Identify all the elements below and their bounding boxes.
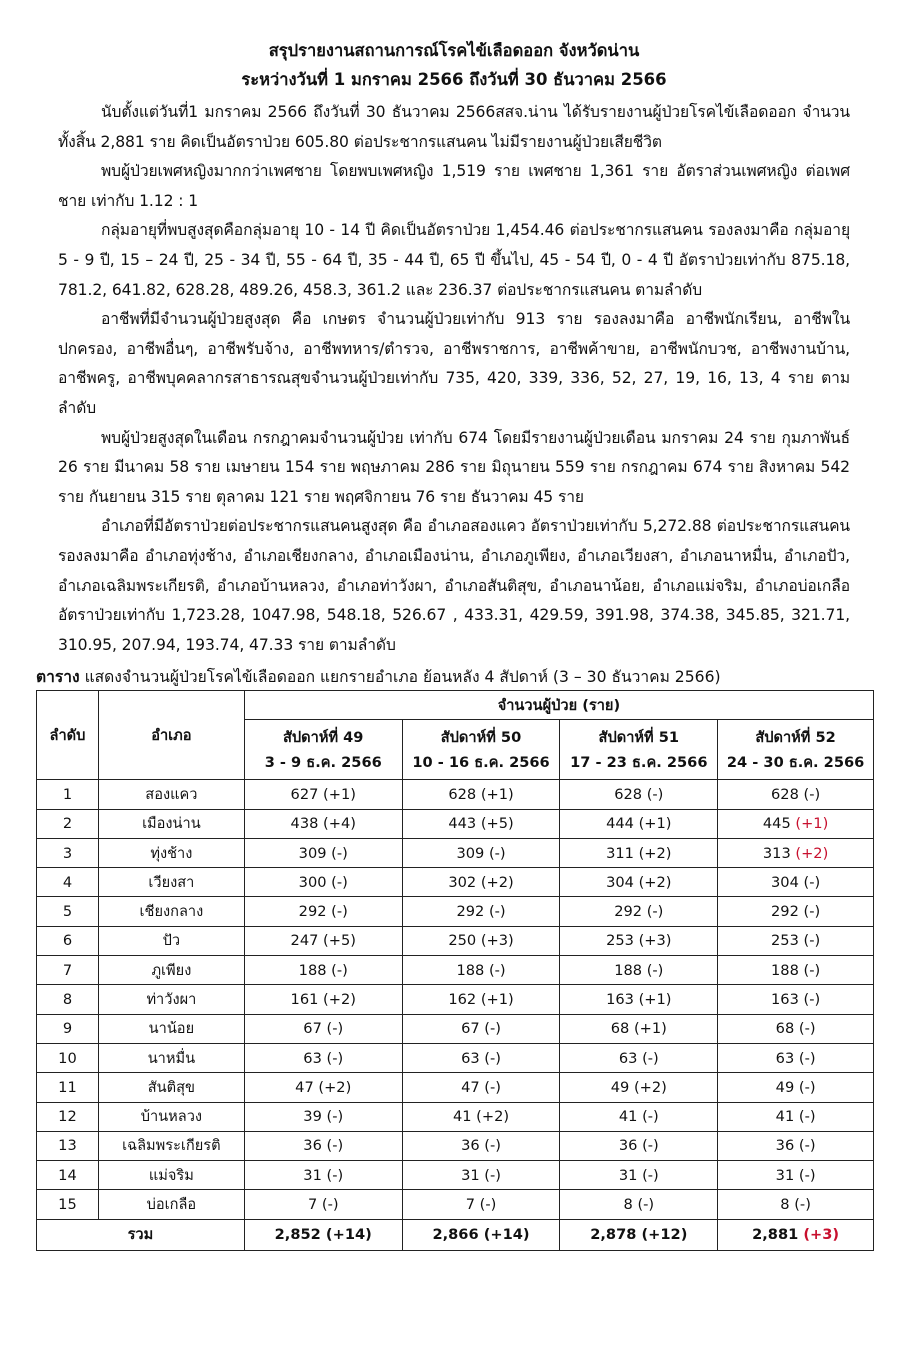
week-count-cell bbox=[244, 1043, 402, 1072]
week-count-cell bbox=[560, 780, 718, 809]
total-count-cell bbox=[718, 1219, 874, 1250]
case-change: (-) bbox=[642, 1137, 659, 1155]
row-number: 12 bbox=[37, 1102, 99, 1131]
row-number: 2 bbox=[37, 809, 99, 838]
case-change: (-) bbox=[642, 1166, 659, 1184]
case-change: (+1) bbox=[480, 785, 514, 803]
week-count-cell bbox=[402, 956, 560, 985]
row-number: 7 bbox=[37, 956, 99, 985]
table-row bbox=[37, 1043, 874, 1072]
table-caption-label: ตาราง bbox=[36, 668, 80, 687]
paragraph-occupation bbox=[58, 305, 850, 423]
week-count-cell bbox=[244, 809, 402, 838]
week-count-cell bbox=[244, 1073, 402, 1102]
district-name: ทุ่งช้าง bbox=[98, 838, 244, 867]
table-row bbox=[37, 985, 874, 1014]
case-count: 67 bbox=[461, 1020, 480, 1038]
case-count: 304 bbox=[606, 873, 634, 891]
table-row bbox=[37, 1014, 874, 1043]
title-line-1: สรุปรายงานสถานการณ์โรคไข้เลือดออก จังหวัดน่าน bbox=[268, 41, 640, 60]
district-name: บ้านหลวง bbox=[98, 1102, 244, 1131]
case-change: (-) bbox=[479, 1196, 497, 1214]
case-change: (-) bbox=[326, 1108, 344, 1126]
week-count-cell bbox=[244, 868, 402, 897]
case-change: (-) bbox=[798, 1078, 816, 1096]
row-number: 1 bbox=[37, 780, 99, 809]
week-count-cell bbox=[718, 780, 874, 809]
case-change: (+3) bbox=[638, 932, 672, 950]
week-count-cell bbox=[560, 1043, 718, 1072]
week-count-cell bbox=[718, 868, 874, 897]
case-change: (+2) bbox=[480, 873, 514, 891]
case-change: (+2) bbox=[638, 844, 672, 862]
case-change: (+1) bbox=[633, 1020, 667, 1038]
week-count-cell bbox=[244, 926, 402, 955]
case-change: (-) bbox=[331, 873, 348, 891]
row-number: 5 bbox=[37, 897, 99, 926]
case-count: 49 bbox=[610, 1078, 630, 1096]
case-change: (-) bbox=[803, 961, 821, 979]
case-count: 63 bbox=[461, 1049, 480, 1067]
district-name: นาหมื่น bbox=[98, 1043, 244, 1072]
total-label: รวม bbox=[37, 1219, 245, 1250]
table-row bbox=[37, 1190, 874, 1219]
case-count: 36 bbox=[618, 1137, 638, 1155]
case-count: 163 bbox=[606, 991, 634, 1008]
week-count-cell bbox=[244, 1014, 402, 1043]
table-body bbox=[37, 780, 874, 1250]
district-name: เฉลิมพระเกียรติ bbox=[98, 1131, 244, 1160]
case-count: 188 bbox=[456, 961, 485, 979]
case-change: (-) bbox=[803, 991, 821, 1008]
table-row bbox=[37, 926, 874, 955]
case-count: 188 bbox=[614, 961, 643, 979]
table-total-row bbox=[37, 1219, 874, 1250]
week-label: สัปดาห์ที่ 52 bbox=[755, 728, 836, 746]
district-name: เวียงสา bbox=[98, 868, 244, 897]
total-change: (+3) bbox=[803, 1226, 840, 1244]
case-change: (+2) bbox=[323, 991, 356, 1008]
week-count-cell bbox=[402, 1190, 560, 1219]
total-count-cell bbox=[402, 1219, 560, 1250]
case-count: 627 bbox=[290, 785, 319, 803]
case-change: (-) bbox=[798, 1108, 816, 1126]
report-title bbox=[58, 36, 850, 94]
week-count-cell bbox=[560, 985, 718, 1014]
paragraph-gender bbox=[58, 157, 850, 216]
case-count: 188 bbox=[298, 961, 327, 979]
week-count-cell bbox=[718, 956, 874, 985]
paragraph-text: พบผู้ป่วยเพศหญิงมากกว่าเพศชาย โดยพบเพศหญิง 1,519 ราย เพศชาย 1,361 ราย อัตราส่วนเพศหญิง ต่อเพศชาย เท่ากับ 1.12 : 1 bbox=[58, 162, 850, 210]
case-count: 300 bbox=[298, 873, 327, 891]
table-row bbox=[37, 1161, 874, 1190]
case-change: (+2) bbox=[633, 1078, 667, 1096]
case-change: (-) bbox=[642, 1108, 659, 1126]
row-number: 6 bbox=[37, 926, 99, 955]
title-line-2: ระหว่างวันที่ 1 มกราคม 2566 ถึงวันที่ 30 ธันวาคม 2566 bbox=[241, 70, 667, 89]
week-dates: 24 - 30 ธ.ค. 2566 bbox=[726, 753, 865, 771]
week-count-cell bbox=[244, 985, 402, 1014]
paragraph-district bbox=[58, 512, 850, 660]
case-change: (+3) bbox=[480, 932, 514, 950]
case-change: (-) bbox=[646, 961, 664, 979]
week-count-cell bbox=[244, 956, 402, 985]
case-change: (-) bbox=[484, 1020, 501, 1038]
paragraph-text: อำเภอที่มีอัตราป่วยต่อประชากรแสนคนสูงสุด คือ อำเภอสองแคว อัตราป่วยเท่ากับ 5,272.88 ต่อประชากรแสนคน รองลงมาคือ อำเภอทุ่งช้าง, อำเภอเชียงกลาง, อำเภอเมืองน่าน, อำเภอภูเพียง, อำเภอเวียงสา, อำเภอนาหมื่น, อำเภอปัว, อำเภอเฉลิมพระเกียรติ, อำเภอบ้านหลวง, อำเภอท่าวังผา, อำเภอสันติสุข, อำเภอนาน้อย, อำเภอแม่จริม, อำเภอบ่อเกลือ อัตราป่วยเท่ากับ 1,723.28, 1047.98, 548.18, 526.67 , 433.31, 429.59, 391.98, 374.38, 345.85, 321.71, 310.95, 207.94, 193.74, 47.33 ราย ตามลำดับ bbox=[58, 517, 850, 654]
row-number: 3 bbox=[37, 838, 99, 867]
case-change: (-) bbox=[484, 1049, 501, 1067]
week-count-cell bbox=[244, 897, 402, 926]
case-count: 68 bbox=[610, 1020, 630, 1038]
table-row bbox=[37, 780, 874, 809]
case-count: 292 bbox=[614, 903, 643, 921]
total-count: 2,852 bbox=[274, 1226, 321, 1244]
week-count-cell bbox=[402, 838, 560, 867]
case-change: (-) bbox=[803, 785, 821, 803]
case-change: (-) bbox=[331, 903, 348, 921]
table-row bbox=[37, 1073, 874, 1102]
week-count-cell bbox=[402, 1102, 560, 1131]
week-dates: 10 - 16 ธ.ค. 2566 bbox=[412, 753, 550, 771]
case-count: 628 bbox=[771, 785, 799, 803]
header-patient-count: จำนวนผู้ป่วย (ราย) bbox=[244, 691, 873, 720]
district-name: เมืองน่าน bbox=[98, 809, 244, 838]
case-change: (-) bbox=[488, 903, 506, 921]
case-count: 63 bbox=[775, 1049, 795, 1067]
table-row bbox=[37, 956, 874, 985]
case-count: 309 bbox=[456, 844, 485, 862]
row-number: 9 bbox=[37, 1014, 99, 1043]
case-count: 39 bbox=[303, 1108, 322, 1126]
week-count-cell bbox=[402, 897, 560, 926]
case-count: 188 bbox=[771, 961, 799, 979]
case-change: (+1) bbox=[638, 815, 672, 833]
case-change: (-) bbox=[642, 1049, 659, 1067]
case-change: (-) bbox=[646, 785, 664, 803]
paragraph-text: พบผู้ป่วยสูงสุดในเดือน กรกฎาคมจำนวนผู้ป่วย เท่ากับ 674 โดยมีรายงานผู้ป่วยเดือน มกราคม 24 ราย กุมภาพันธ์ 26 ราย มีนาคม 58 ราย เมษายน 154 ราย พฤษภาคม 286 ราย มิถุนายน 559 ราย กรกฎาคม 674 ราย สิงหาคม 542 ราย กันยายน 315 ราย ตุลาคม 121 ราย พฤศจิกายน 76 ราย ธันวาคม 45 ราย bbox=[58, 428, 850, 506]
week-count-cell bbox=[560, 868, 718, 897]
case-change: (-) bbox=[326, 1166, 344, 1184]
week-count-cell bbox=[718, 985, 874, 1014]
week-count-cell bbox=[718, 1131, 874, 1160]
paragraph-text: กลุ่มอายุที่พบสูงสุดคือกลุ่มอายุ 10 - 14 ปี คิดเป็นอัตราป่วย 1,454.46 ต่อประชากรแสนคน รองลงมาคือ กลุ่มอายุ 5 - 9 ปี, 15 – 24 ปี, 25 - 34 ปี, 55 - 64 ปี, 35 - 44 ปี, 65 ปี ขึ้นไป, 45 - 54 ปี, 0 - 4 ปี อัตราป่วยเท่ากับ 875.18, 781.2, 641.82, 628.28, 489.26, 458.3, 361.2 และ 236.37 ต่อประชากรแสนคน ตามลำดับ bbox=[58, 221, 850, 299]
row-number: 15 bbox=[37, 1190, 99, 1219]
total-change: (+14) bbox=[325, 1226, 372, 1244]
week-count-cell bbox=[718, 1043, 874, 1072]
case-count: 7 bbox=[307, 1196, 318, 1214]
case-count: 292 bbox=[298, 903, 327, 921]
week-count-cell bbox=[718, 897, 874, 926]
week-count-cell bbox=[560, 1102, 718, 1131]
week-count-cell bbox=[402, 868, 560, 897]
case-count: 313 bbox=[762, 844, 791, 862]
week-count-cell bbox=[244, 1131, 402, 1160]
week-count-cell bbox=[560, 926, 718, 955]
case-change: (+4) bbox=[323, 815, 356, 833]
case-change: (-) bbox=[798, 1049, 816, 1067]
case-count: 8 bbox=[623, 1196, 633, 1214]
paragraph-age bbox=[58, 216, 850, 305]
week-count-cell bbox=[560, 1161, 718, 1190]
week-count-cell bbox=[402, 809, 560, 838]
district-name: ท่าวังผา bbox=[98, 985, 244, 1014]
case-change: (-) bbox=[321, 1196, 339, 1214]
header-week bbox=[244, 720, 402, 780]
total-count-cell bbox=[244, 1219, 402, 1250]
case-count: 302 bbox=[448, 873, 477, 891]
week-count-cell bbox=[244, 1102, 402, 1131]
week-count-cell bbox=[244, 1190, 402, 1219]
district-name: แม่จริม bbox=[98, 1161, 244, 1190]
week-count-cell bbox=[718, 1161, 874, 1190]
week-label: สัปดาห์ที่ 50 bbox=[440, 728, 522, 746]
case-count: 31 bbox=[618, 1166, 638, 1184]
case-count: 311 bbox=[606, 844, 634, 862]
case-count: 292 bbox=[771, 903, 799, 921]
case-change: (+2) bbox=[476, 1108, 510, 1126]
case-count: 63 bbox=[303, 1049, 322, 1067]
case-change: (-) bbox=[803, 873, 821, 891]
case-count: 31 bbox=[461, 1166, 480, 1184]
case-change: (-) bbox=[488, 844, 506, 862]
week-count-cell bbox=[560, 897, 718, 926]
district-name: เชียงกลาง bbox=[98, 897, 244, 926]
case-change: (-) bbox=[803, 903, 821, 921]
case-count: 36 bbox=[461, 1137, 480, 1155]
case-change: (-) bbox=[484, 1166, 501, 1184]
row-number: 14 bbox=[37, 1161, 99, 1190]
case-change: (-) bbox=[331, 844, 348, 862]
case-count: 163 bbox=[771, 991, 799, 1008]
week-count-cell bbox=[560, 1190, 718, 1219]
total-count: 2,881 bbox=[752, 1226, 799, 1244]
case-count: 36 bbox=[775, 1137, 795, 1155]
case-count: 250 bbox=[448, 932, 477, 950]
week-count-cell bbox=[560, 838, 718, 867]
header-district: อำเภอ bbox=[98, 691, 244, 780]
case-count: 41 bbox=[775, 1108, 795, 1126]
case-count: 247 bbox=[290, 932, 319, 950]
paragraph-overview bbox=[58, 98, 850, 157]
case-change: (-) bbox=[326, 1137, 344, 1155]
case-count: 31 bbox=[775, 1166, 795, 1184]
week-dates: 3 - 9 ธ.ค. 2566 bbox=[264, 753, 382, 771]
case-count: 8 bbox=[780, 1196, 790, 1214]
week-count-cell bbox=[718, 1014, 874, 1043]
total-count-cell bbox=[560, 1219, 718, 1250]
case-count: 7 bbox=[465, 1196, 476, 1214]
district-name: สันติสุข bbox=[98, 1073, 244, 1102]
week-count-cell bbox=[560, 809, 718, 838]
week-count-cell bbox=[244, 838, 402, 867]
case-count: 162 bbox=[448, 991, 477, 1008]
case-count: 47 bbox=[461, 1078, 480, 1096]
case-count: 292 bbox=[456, 903, 485, 921]
paragraph-text: อาชีพที่มีจำนวนผู้ป่วยสูงสุด คือ เกษตร จำนวนผู้ป่วยเท่ากับ 913 ราย รองลงมาคือ อาชีพนักเรียน, อาชีพในปกครอง, อาชีพอื่นๆ, อาชีพรับจ้าง, อาชีพทหาร/ตำรวจ, อาชีพราชการ, อาชีพค้าขาย, อาชีพนักบวช, อาชีพงานบ้าน, อาชีพครู, อาชีพบุคคลากรสาธารณสุขจำนวนผู้ป่วยเท่ากับ 735, 420, 339, 336, 52, 27, 19, 16, 13, 4 ราย ตามลำดับ bbox=[58, 310, 850, 417]
week-count-cell bbox=[244, 780, 402, 809]
header-order: ลำดับ bbox=[37, 691, 99, 780]
case-count: 67 bbox=[303, 1020, 322, 1038]
case-change: (-) bbox=[794, 1196, 811, 1214]
week-count-cell bbox=[402, 1131, 560, 1160]
week-count-cell bbox=[560, 956, 718, 985]
case-count: 253 bbox=[606, 932, 634, 950]
case-count: 63 bbox=[618, 1049, 638, 1067]
week-count-cell bbox=[402, 926, 560, 955]
case-change: (-) bbox=[326, 1049, 344, 1067]
table-row bbox=[37, 838, 874, 867]
district-cases-table bbox=[36, 690, 874, 1250]
case-count: 49 bbox=[775, 1078, 795, 1096]
case-count: 161 bbox=[290, 991, 319, 1008]
case-count: 309 bbox=[298, 844, 327, 862]
week-dates: 17 - 23 ธ.ค. 2566 bbox=[570, 753, 708, 771]
row-number: 11 bbox=[37, 1073, 99, 1102]
case-count: 68 bbox=[775, 1020, 795, 1038]
total-change: (+14) bbox=[483, 1226, 530, 1244]
week-label: สัปดาห์ที่ 49 bbox=[282, 728, 364, 746]
case-count: 41 bbox=[452, 1108, 472, 1126]
case-change: (-) bbox=[798, 1137, 816, 1155]
case-change: (+2) bbox=[795, 844, 829, 862]
case-change: (+1) bbox=[638, 991, 672, 1008]
case-change: (+5) bbox=[323, 932, 356, 950]
week-count-cell bbox=[560, 1073, 718, 1102]
table-row bbox=[37, 1131, 874, 1160]
case-change: (+2) bbox=[638, 873, 672, 891]
case-change: (-) bbox=[798, 1020, 816, 1038]
paragraph-monthly bbox=[58, 424, 850, 513]
district-name: บ่อเกลือ bbox=[98, 1190, 244, 1219]
row-number: 10 bbox=[37, 1043, 99, 1072]
total-count: 2,878 bbox=[590, 1226, 637, 1244]
row-number: 4 bbox=[37, 868, 99, 897]
case-change: (-) bbox=[326, 1020, 344, 1038]
header-week bbox=[718, 720, 874, 780]
table-caption-text: แสดงจำนวนผู้ป่วยโรคไข้เลือดออก แยกรายอำเภอ ย้อนหลัง 4 สัปดาห์ (3 – 30 ธันวาคม 2566) bbox=[79, 668, 721, 687]
table-row bbox=[37, 897, 874, 926]
case-change: (+1) bbox=[795, 815, 829, 833]
case-change: (-) bbox=[484, 1078, 501, 1096]
case-change: (+1) bbox=[480, 991, 514, 1008]
row-number: 13 bbox=[37, 1131, 99, 1160]
district-name: ปัว bbox=[98, 926, 244, 955]
case-change: (-) bbox=[803, 932, 821, 950]
week-count-cell bbox=[402, 1043, 560, 1072]
table-row bbox=[37, 809, 874, 838]
week-count-cell bbox=[560, 1014, 718, 1043]
case-change: (-) bbox=[484, 1137, 501, 1155]
week-count-cell bbox=[718, 838, 874, 867]
week-count-cell bbox=[402, 985, 560, 1014]
case-count: 628 bbox=[614, 785, 643, 803]
table-caption bbox=[36, 664, 850, 690]
case-count: 253 bbox=[771, 932, 799, 950]
case-count: 41 bbox=[618, 1108, 638, 1126]
week-label: สัปดาห์ที่ 51 bbox=[598, 728, 680, 746]
week-count-cell bbox=[560, 1131, 718, 1160]
row-number: 8 bbox=[37, 985, 99, 1014]
week-count-cell bbox=[244, 1161, 402, 1190]
case-count: 445 bbox=[762, 815, 791, 833]
case-count: 304 bbox=[771, 873, 799, 891]
week-count-cell bbox=[402, 1014, 560, 1043]
case-change: (-) bbox=[488, 961, 506, 979]
week-count-cell bbox=[718, 1102, 874, 1131]
district-name: ภูเพียง bbox=[98, 956, 244, 985]
week-count-cell bbox=[718, 1073, 874, 1102]
table-row bbox=[37, 1102, 874, 1131]
week-count-cell bbox=[718, 809, 874, 838]
week-count-cell bbox=[402, 1073, 560, 1102]
week-count-cell bbox=[718, 1190, 874, 1219]
case-count: 47 bbox=[295, 1078, 314, 1096]
total-change: (+12) bbox=[641, 1226, 688, 1244]
week-count-cell bbox=[402, 1161, 560, 1190]
case-count: 443 bbox=[448, 815, 477, 833]
case-count: 36 bbox=[303, 1137, 322, 1155]
header-week bbox=[560, 720, 718, 780]
case-change: (+1) bbox=[323, 785, 356, 803]
table-row bbox=[37, 868, 874, 897]
district-name: สองแคว bbox=[98, 780, 244, 809]
case-change: (-) bbox=[637, 1196, 655, 1214]
total-count: 2,866 bbox=[432, 1226, 479, 1244]
week-count-cell bbox=[718, 926, 874, 955]
case-count: 438 bbox=[290, 815, 319, 833]
case-count: 31 bbox=[303, 1166, 322, 1184]
paragraph-text: นับตั้งแต่วันที่1 มกราคม 2566 ถึงวันที่ 30 ธันวาคม 2566สสจ.น่าน ได้รับรายงานผู้ป่วยโรคไข้เลือดออก จำนวนทั้งสิ้น 2,881 ราย คิดเป็นอัตราป่วย 605.80 ต่อประชากรแสนคน ไม่มีรายงานผู้ป่วยเสียชีวิต bbox=[58, 103, 850, 151]
case-change: (-) bbox=[646, 903, 664, 921]
case-change: (+2) bbox=[318, 1078, 352, 1096]
case-change: (+5) bbox=[480, 815, 514, 833]
header-week bbox=[402, 720, 560, 780]
case-count: 628 bbox=[448, 785, 477, 803]
case-change: (-) bbox=[331, 961, 348, 979]
report-body bbox=[58, 98, 850, 660]
case-change: (-) bbox=[798, 1166, 816, 1184]
week-count-cell bbox=[402, 780, 560, 809]
case-count: 444 bbox=[606, 815, 634, 833]
district-name: นาน้อย bbox=[98, 1014, 244, 1043]
